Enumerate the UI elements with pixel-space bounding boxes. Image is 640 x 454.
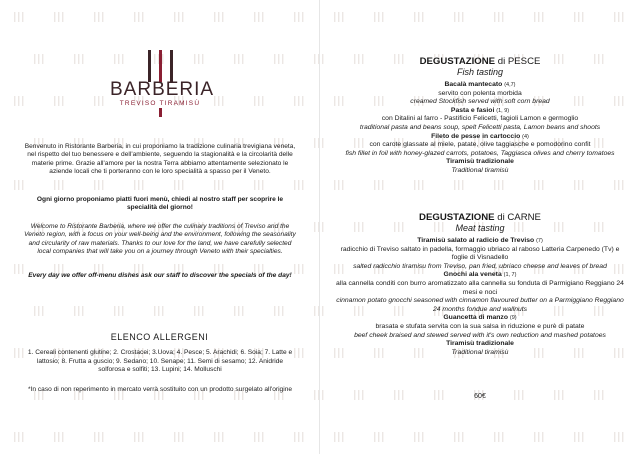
intro-english-specials: Every day we offer off-menu dishes ask our staff to discover the specials of the day! — [28, 272, 292, 279]
dish-description: alla cannella conditi con burro aromatizzato alla cannella su fonduta di Parmigiano Reggiano 24 mesi e noci — [336, 279, 624, 296]
dish-item — [336, 81, 624, 107]
menu-price: 60€ — [474, 393, 486, 400]
dish-english-description: cinnamon potato gnocchi seasoned with cinnamon flavoured butter on a Parmiggiano Reggiano 24 months fondue and wallnuts — [336, 297, 624, 313]
section-subtitle: Meat tasting — [455, 223, 505, 233]
dish-item — [336, 133, 624, 159]
dish-list — [336, 237, 624, 357]
dish-item — [336, 314, 624, 340]
allergen-code: (1, 9) — [496, 107, 510, 114]
fish-tasting-section — [336, 56, 624, 176]
dish-item — [336, 237, 624, 271]
dish-name: Bacalà mantecato (4,7) — [444, 81, 516, 88]
barberia-logo — [110, 50, 215, 117]
allergen-code: (4) — [522, 133, 529, 140]
intro-italian-specials: Ogni giorno proponiamo piatti fuori menù, chiedi al nostro staff per scoprire le specialità del giorno! — [36, 196, 284, 212]
left-page — [0, 0, 319, 454]
allergen-code: (9) — [509, 315, 517, 322]
intro-english: Welcome to Ristorante Barberia, where we offer the culinary traditions of Treviso and the Veneto region, with a focus on your well-being and the environment, following the seasonality and circularity of raw materials. Thanks to our love for the land, we have carefully selected local companies that will take you on a journey through Veneto with their specialties. — [24, 223, 296, 256]
dish-english-description: Traditional tiramisù — [451, 166, 509, 174]
right-page — [320, 0, 640, 454]
allergen-note: *In caso di non reperimento in mercato verrà sostituito con un prodotto surgelato all'origine — [27, 386, 293, 393]
dish-description: radicchio di Treviso saltato in padella, formaggio ubriaco al raboso Latteria Carpenedo (Tv) e foglie di Visnadello — [340, 245, 620, 262]
dish-item — [336, 107, 624, 133]
allergen-code: (1, 7) — [503, 272, 517, 279]
dish-item — [336, 340, 624, 357]
dish-name: Gnochi ala veneta (1, 7) — [443, 271, 517, 279]
meat-tasting-section — [336, 212, 624, 357]
section-title: DEGUSTAZIONE di CARNE — [419, 212, 541, 223]
section-title: DEGUSTAZIONE di PESCE — [419, 56, 541, 67]
dish-description: con Ditalini al farro - Pastificio Felicetti, fagioli Lamon e germoglio — [381, 115, 579, 123]
dish-description: con carote glassate al miele, patate, olive taggiasche e pomodorino confit — [369, 141, 591, 149]
dish-name: Tiramisù tradizionale — [446, 340, 514, 348]
dish-name: Fileto de pesse in cartoccio (4) — [431, 132, 529, 140]
dish-description: brasata e stufata servita con la sua salsa in riduzione e purè di patate — [375, 322, 585, 330]
section-subtitle: Fish tasting — [456, 67, 504, 77]
logo-bars-icon — [110, 50, 210, 82]
dish-english-description: traditional pasta and beans soup, spelt Felicetti pasta, Lamon beans and shoots — [359, 123, 601, 131]
allergen-title: ELENCO ALLERGENI — [110, 332, 209, 342]
dish-item — [336, 271, 624, 314]
dish-list — [336, 81, 624, 176]
dish-name: Pasta e fasioi (1, 9) — [450, 106, 510, 114]
dish-english-description: Traditional tiramisù — [451, 348, 509, 356]
dish-name: Guancetta di manzo (9) — [443, 314, 517, 322]
allergen-list: 1. Cereali contenenti glutine; 2. Crostacei; 3.Uova; 4. Pesce; 5. Arachidi; 6. Soia; 7. Latte e lattosio; 8. Frutta a guscio; 9. Sedano; 10. Senape; 11. Semi di sesamo; 12. Anidride solforosa e solfiti; 13. Lupini; 14. Molluschi — [27, 349, 293, 374]
intro-italian: Benvenuto in Ristorante Barberia, in cui proponiamo la tradizione culinaria trevigiana veneta, nel rispetto del tuo benessere e dell'ambiente, seguendo la stagionalità e la circolarità delle materie prime. Grazie all'amore per la nostra Terra abbiamo attentamente selezionato le aziende locali che ti porteranno con le loro specialità a spasso per il Veneto. — [24, 143, 296, 176]
dish-english-description: fish fillet in foil with honey-glazed carrots, potatoes, Taggiasca olives and cherry tomatoes — [345, 149, 615, 157]
dish-item — [336, 158, 624, 175]
allergen-code: (7) — [536, 238, 543, 244]
dish-name: Tiramisù salato al radicio de Treviso (7) — [417, 237, 543, 244]
dish-english-description: beef cheek braised and stewed served with it's own reduction and mashed potatoes — [354, 331, 606, 339]
dish-name: Tiramisù tradizionale — [446, 158, 514, 166]
dish-english-description: creamed Stockfish served with soft corn bread — [410, 98, 550, 106]
dish-english-description: salted radicchio tiramisu from Treviso, pan fried, ubriaco cheese and leaves of bread — [353, 262, 607, 270]
dish-description: servito con polenta morbida — [438, 89, 522, 97]
allergen-code: (4,7) — [504, 82, 516, 88]
logo-foot-bars-icon — [110, 108, 210, 117]
logo-name: BARBERIA — [110, 79, 215, 100]
logo-tagline: TREVISO TIRAMISÙ — [119, 100, 201, 107]
